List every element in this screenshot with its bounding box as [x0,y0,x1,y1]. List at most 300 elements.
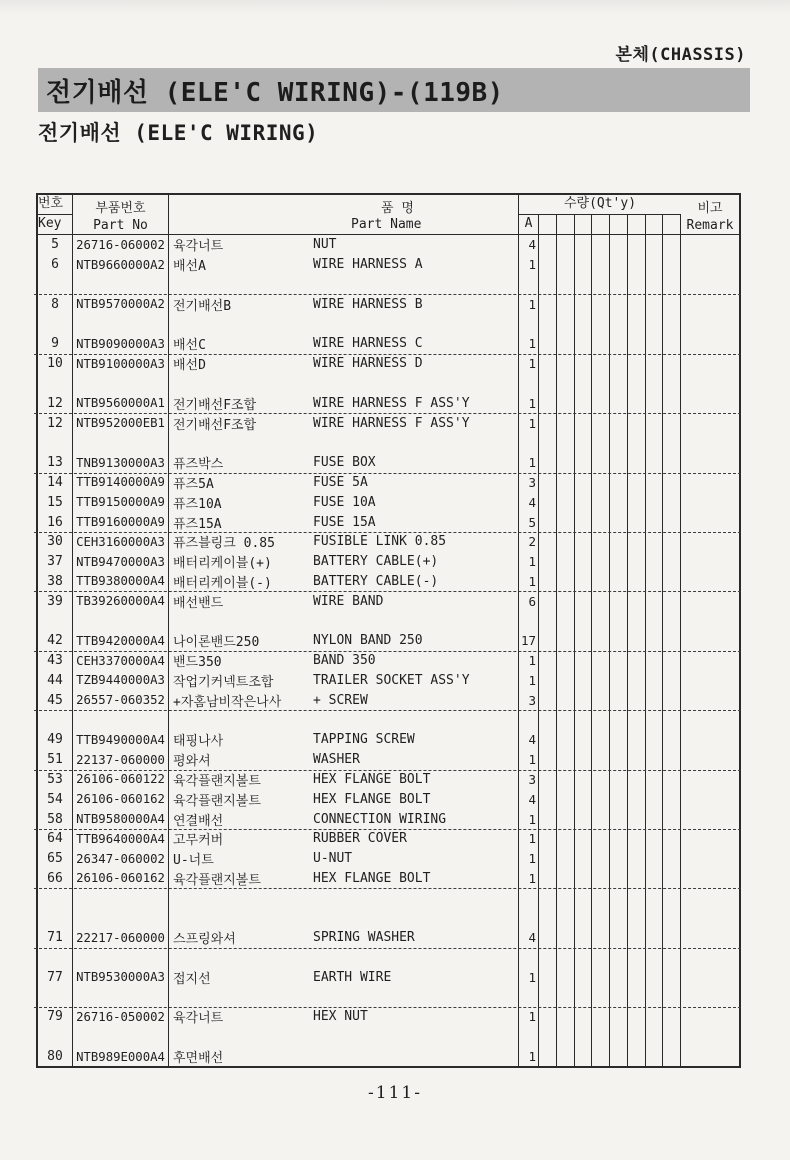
cell-part-name [169,552,519,572]
cell-qty-empty [557,948,575,968]
cell-qty-empty [592,611,610,631]
cell-part-no [73,314,169,334]
cell-part-name [169,730,519,750]
cell-qty-empty [628,552,646,572]
header-qty-a: A [519,215,539,234]
cell-qty-empty [646,473,664,493]
cell-qty-empty [646,987,664,1007]
table-row-blank [38,888,739,908]
cell-qty-empty [557,829,575,849]
cell-qty-empty [610,651,628,671]
cell-qty-empty [592,334,610,354]
cell-part-no [73,888,169,908]
cell-qty-empty [663,987,681,1007]
cell-qty-a: 5 [519,512,539,532]
cell-qty-empty [592,512,610,532]
cell-qty-empty [628,690,646,710]
cell-qty-empty [646,967,664,987]
cell-qty-empty [539,789,557,809]
cell-qty-empty [663,552,681,572]
cell-qty-empty [539,671,557,691]
cell-qty-empty [663,809,681,829]
table-body [38,235,739,1066]
cell-qty-empty [539,433,557,453]
cell-part-no: 26106-060162 [73,869,169,889]
page-subtitle: 전기배선 (ELE'C WIRING) [38,121,319,145]
part-name-kr: 배선D [173,358,206,374]
cell-qty-empty [539,393,557,413]
cell-qty-a: 1 [519,651,539,671]
cell-qty-empty [575,572,593,592]
cell-part-no: TTB9140000A9 [73,473,169,493]
cell-qty-empty [646,809,664,829]
cell-qty-empty [539,987,557,1007]
header-remark-column [681,195,739,234]
part-name-kr: 육각플랜지볼트 [173,793,261,809]
cell-qty-empty [663,710,681,730]
cell-qty-empty [646,334,664,354]
cell-part-no: NTB9090000A3 [73,334,169,354]
cell-remark [681,275,739,295]
cell-qty-empty [539,1027,557,1047]
cell-key [38,275,73,295]
cell-qty-empty [592,710,610,730]
table-row-blank [38,275,739,295]
cell-qty-empty [628,473,646,493]
cell-qty-empty [592,690,610,710]
cell-qty-empty [663,294,681,314]
part-name-kr: 육각플랜지볼트 [173,773,261,789]
cell-qty-empty [575,235,593,255]
parts-table [36,193,741,1068]
part-name-kr: 퓨즈5A [173,476,214,492]
part-name-en: HEX FLANGE BOLT [313,870,431,886]
cell-qty-empty [646,789,664,809]
cell-part-no: 22137-060000 [73,750,169,770]
cell-key: 6 [38,255,73,275]
cell-qty-empty [628,967,646,987]
cell-qty-empty [592,393,610,413]
cell-part-no: 26106-060122 [73,770,169,790]
chassis-section-label: 본체(CHASSIS) [615,45,746,65]
cell-qty-a: 1 [519,869,539,889]
cell-qty-empty [557,710,575,730]
cell-remark [681,393,739,413]
cell-qty-empty [592,591,610,611]
cell-qty-empty [575,275,593,295]
cell-part-name [169,473,519,493]
cell-qty-empty [557,888,575,908]
cell-qty-empty [557,453,575,473]
cell-qty-empty [575,492,593,512]
cell-qty-a [519,611,539,631]
cell-qty-empty [646,1047,664,1067]
cell-key: 80 [38,1047,73,1067]
cell-qty-empty [663,334,681,354]
part-name-en: WIRE HARNESS F ASS'Y [313,415,470,431]
cell-key [38,1027,73,1047]
cell-qty-empty [628,987,646,1007]
cell-qty-empty [646,770,664,790]
cell-qty-empty [592,532,610,552]
cell-qty-empty [610,671,628,691]
cell-part-name [169,948,519,968]
table-row [38,631,739,651]
cell-qty-empty [557,1027,575,1047]
part-name-en: NYLON BAND 250 [313,633,423,649]
cell-qty-empty [610,690,628,710]
cell-qty-empty [557,967,575,987]
cell-qty-empty [539,651,557,671]
cell-qty-empty [557,591,575,611]
cell-remark [681,492,739,512]
cell-remark [681,829,739,849]
cell-key: 71 [38,928,73,948]
table-row [38,572,739,592]
cell-qty-empty [592,1007,610,1027]
cell-qty-empty [539,334,557,354]
part-name-kr: 퓨즈10A [173,496,222,512]
cell-qty-a [519,1027,539,1047]
cell-qty-empty [539,770,557,790]
cell-qty-empty [646,572,664,592]
cell-remark [681,948,739,968]
cell-qty-empty [557,651,575,671]
cell-qty-empty [539,809,557,829]
cell-part-name [169,829,519,849]
cell-qty-empty [628,314,646,334]
table-header [38,195,739,235]
cell-qty-empty [663,849,681,869]
table-row [38,1007,739,1027]
cell-part-name [169,314,519,334]
table-row-blank [38,987,739,1007]
cell-qty-empty [557,809,575,829]
cell-qty-a: 1 [519,1007,539,1027]
cell-remark [681,374,739,394]
cell-qty-empty [663,967,681,987]
cell-part-name [169,512,519,532]
cell-qty-empty [557,314,575,334]
cell-qty-empty [575,334,593,354]
cell-key [38,433,73,453]
cell-part-no: NTB9530000A3 [73,967,169,987]
cell-qty-a [519,987,539,1007]
cell-part-name [169,967,519,987]
cell-qty-empty [557,512,575,532]
cell-qty-empty [557,671,575,691]
header-qty-empty [663,215,681,234]
cell-part-no [73,948,169,968]
cell-qty-empty [539,552,557,572]
cell-qty-empty [663,275,681,295]
cell-qty-empty [575,829,593,849]
cell-qty-empty [610,967,628,987]
cell-qty-empty [646,512,664,532]
cell-part-name [169,928,519,948]
table-row [38,1047,739,1067]
cell-qty-empty [592,294,610,314]
cell-qty-empty [663,750,681,770]
cell-part-no: TTB9380000A4 [73,572,169,592]
cell-remark [681,591,739,611]
cell-qty-empty [575,730,593,750]
cell-qty-a: 1 [519,967,539,987]
cell-qty-empty [610,809,628,829]
cell-qty-empty [628,374,646,394]
part-name-kr: 작업기커넥트조합 [173,674,274,690]
cell-qty-empty [663,235,681,255]
cell-part-name [169,789,519,809]
cell-qty-empty [646,829,664,849]
cell-qty-empty [610,374,628,394]
part-name-kr: 전기배선F조합 [173,417,257,433]
cell-qty-empty [610,888,628,908]
cell-remark [681,532,739,552]
cell-qty-empty [539,591,557,611]
cell-qty-empty [575,631,593,651]
cell-part-no [73,433,169,453]
cell-qty-empty [557,552,575,572]
cell-key: 58 [38,809,73,829]
table-row [38,829,739,849]
table-row [38,255,739,275]
cell-qty-empty [628,255,646,275]
cell-qty-empty [557,374,575,394]
cell-part-no [73,374,169,394]
cell-qty-empty [628,354,646,374]
part-name-kr: 퓨즈15A [173,516,222,532]
cell-qty-empty [646,393,664,413]
cell-qty-empty [646,651,664,671]
cell-qty-empty [575,532,593,552]
cell-qty-a: 17 [519,631,539,651]
cell-qty-a: 1 [519,393,539,413]
cell-qty-empty [610,492,628,512]
cell-qty-empty [646,690,664,710]
cell-qty-empty [610,413,628,433]
part-name-kr: 전기배선B [173,298,232,314]
cell-key: 30 [38,532,73,552]
cell-part-no: NTB952000EB1 [73,413,169,433]
header-qty-empty [628,215,646,234]
cell-part-name [169,987,519,1007]
cell-qty-empty [575,413,593,433]
cell-qty-empty [539,750,557,770]
cell-qty-empty [610,334,628,354]
cell-qty-empty [610,611,628,631]
cell-key [38,611,73,631]
cell-key [38,987,73,1007]
cell-qty-empty [557,611,575,631]
cell-remark [681,849,739,869]
cell-part-name [169,453,519,473]
cell-qty-empty [646,1007,664,1027]
part-name-kr: 전기배선F조합 [173,397,257,413]
cell-qty-empty [610,948,628,968]
cell-qty-empty [646,235,664,255]
cell-qty-empty [592,255,610,275]
cell-qty-empty [646,948,664,968]
cell-part-no: 26716-060002 [73,235,169,255]
part-name-en: WIRE HARNESS F ASS'Y [313,395,470,411]
cell-qty-a [519,275,539,295]
cell-part-no: TTB9150000A9 [73,492,169,512]
cell-qty-empty [628,1027,646,1047]
cell-qty-empty [663,948,681,968]
cell-part-no: NTB9570000A2 [73,294,169,314]
cell-qty-a: 1 [519,413,539,433]
cell-part-no: CEH3160000A3 [73,532,169,552]
cell-qty-empty [663,1007,681,1027]
cell-part-name [169,354,519,374]
cell-key [38,908,73,928]
cell-qty-a: 1 [519,294,539,314]
cell-part-no: 26347-060002 [73,849,169,869]
table-row [38,869,739,889]
cell-qty-a: 1 [519,750,539,770]
cell-qty-empty [663,572,681,592]
cell-qty-empty [646,710,664,730]
cell-qty-empty [646,532,664,552]
cell-remark [681,552,739,572]
cell-qty-empty [610,789,628,809]
table-row-blank [38,948,739,968]
cell-qty-empty [663,433,681,453]
cell-qty-empty [539,572,557,592]
cell-key: 37 [38,552,73,572]
cell-key [38,374,73,394]
cell-part-no: NTB9560000A1 [73,393,169,413]
cell-qty-empty [610,314,628,334]
cell-qty-empty [628,492,646,512]
cell-qty-empty [610,869,628,889]
table-row [38,393,739,413]
cell-qty-a: 1 [519,334,539,354]
cell-qty-empty [539,453,557,473]
cell-key: 39 [38,591,73,611]
cell-qty-a: 1 [519,552,539,572]
part-name-en: HEX FLANGE BOLT [313,771,431,787]
cell-qty-empty [628,908,646,928]
cell-qty-empty [539,849,557,869]
cell-qty-empty [628,611,646,631]
header-qty-empty [539,215,557,234]
cell-remark [681,294,739,314]
cell-qty-empty [592,413,610,433]
cell-qty-empty [663,374,681,394]
table-row [38,532,739,552]
cell-part-name [169,869,519,889]
part-name-kr: 연결배선 [173,813,224,829]
part-name-en: WIRE BAND [313,593,384,609]
cell-part-name [169,572,519,592]
cell-qty-empty [557,631,575,651]
cell-qty-empty [592,235,610,255]
cell-qty-empty [575,750,593,770]
cell-part-no: NTB989E000A4 [73,1047,169,1067]
cell-qty-empty [628,849,646,869]
cell-part-name [169,651,519,671]
cell-qty-empty [610,849,628,869]
cell-qty-empty [539,730,557,750]
cell-remark [681,255,739,275]
cell-qty-empty [628,948,646,968]
cell-qty-empty [557,413,575,433]
cell-part-name [169,334,519,354]
cell-qty-empty [646,869,664,889]
cell-part-name [169,1027,519,1047]
part-name-kr: 평와셔 [173,754,211,770]
cell-part-no: TTB9640000A4 [73,829,169,849]
cell-qty-a: 4 [519,235,539,255]
cell-remark [681,651,739,671]
cell-part-name [169,374,519,394]
cell-qty-empty [575,928,593,948]
cell-qty-empty [539,829,557,849]
part-name-kr: 스프링와셔 [173,932,236,948]
cell-qty-empty [575,512,593,532]
cell-key: 12 [38,413,73,433]
table-row [38,770,739,790]
cell-qty-empty [575,433,593,453]
cell-remark [681,987,739,1007]
table-row [38,849,739,869]
cell-remark [681,611,739,631]
table-row [38,294,739,314]
part-name-en: RUBBER COVER [313,831,407,847]
part-name-kr: +자홈남비작은나사 [173,694,282,710]
cell-key: 15 [38,492,73,512]
cell-qty-empty [557,334,575,354]
header-qty-subcolumns [519,215,681,234]
cell-part-no: TTB9420000A4 [73,631,169,651]
cell-qty-empty [592,552,610,572]
cell-qty-a: 1 [519,829,539,849]
cell-qty-empty [663,651,681,671]
cell-part-name [169,611,519,631]
cell-part-name [169,750,519,770]
cell-qty-empty [663,869,681,889]
table-row [38,789,739,809]
cell-qty-empty [610,829,628,849]
cell-qty-empty [539,294,557,314]
cell-qty-empty [628,750,646,770]
part-name-en: WIRE HARNESS D [313,356,423,372]
part-name-kr: 육각너트 [173,239,224,255]
cell-qty-empty [628,869,646,889]
cell-qty-empty [575,354,593,374]
cell-qty-a: 1 [519,1047,539,1067]
header-part-no-en: Part No [93,218,148,233]
cell-part-name [169,235,519,255]
table-row [38,928,739,948]
cell-qty-empty [628,671,646,691]
cell-qty-empty [592,651,610,671]
cell-qty-empty [575,849,593,869]
cell-part-no: NTB9580000A4 [73,809,169,829]
cell-part-no: TZB9440000A3 [73,671,169,691]
cell-qty-empty [610,1047,628,1067]
part-name-kr: 배터리케이블(-) [173,575,272,591]
cell-qty-empty [628,730,646,750]
header-key-kr: 번호 [38,195,72,215]
cell-qty-a [519,948,539,968]
table-row [38,967,739,987]
cell-qty-empty [610,512,628,532]
cell-qty-empty [592,928,610,948]
cell-qty-a [519,433,539,453]
